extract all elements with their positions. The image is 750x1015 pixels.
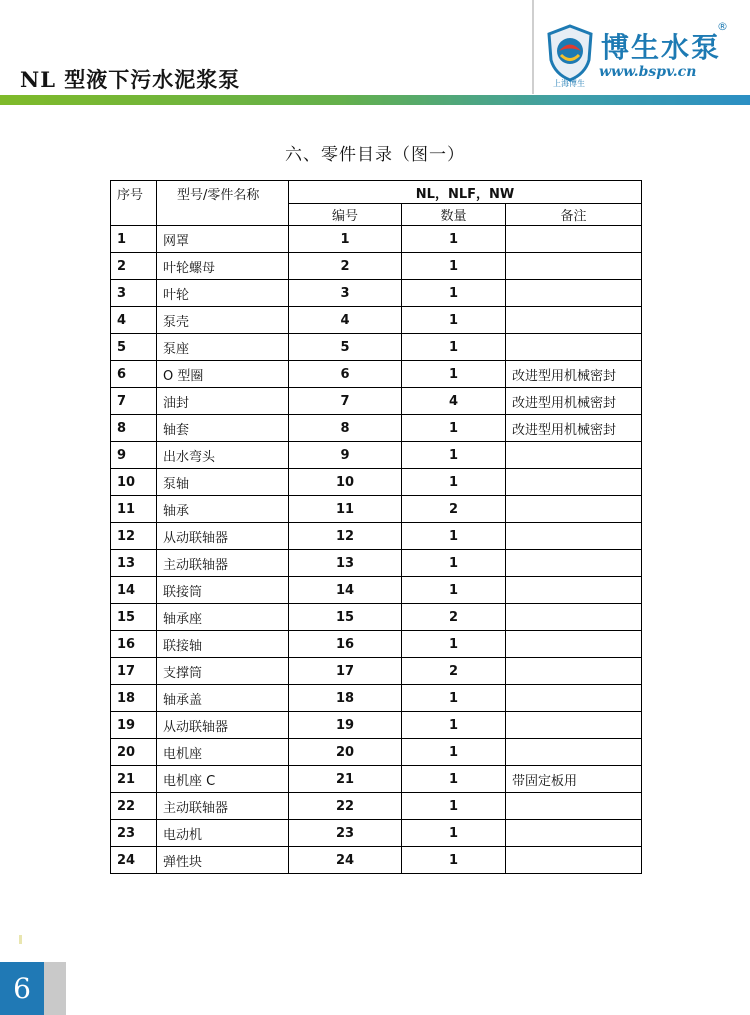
row-note bbox=[506, 442, 642, 469]
row-note bbox=[506, 307, 642, 334]
row-note bbox=[506, 523, 642, 550]
row-note bbox=[506, 496, 642, 523]
row-part-name: 弹性块 bbox=[157, 847, 289, 874]
registered-mark: ® bbox=[717, 20, 728, 33]
row-serial-number: 9 bbox=[111, 442, 157, 469]
row-part-name: 轴承盖 bbox=[157, 685, 289, 712]
row-serial-number: 17 bbox=[111, 658, 157, 685]
page-number-side-strip bbox=[44, 962, 66, 1015]
table-row bbox=[111, 415, 642, 442]
row-code: 21 bbox=[289, 766, 402, 793]
table-row bbox=[111, 280, 642, 307]
table-row bbox=[111, 496, 642, 523]
parts-table-body bbox=[111, 226, 642, 874]
row-part-name: 出水弯头 bbox=[157, 442, 289, 469]
row-serial-number: 1 bbox=[111, 226, 157, 253]
row-code: 6 bbox=[289, 361, 402, 388]
page-number: 6 bbox=[13, 972, 31, 1005]
table-row bbox=[111, 739, 642, 766]
header-model-group: NL，NLF，NW bbox=[289, 181, 642, 204]
header-color-band bbox=[0, 95, 750, 105]
row-part-name: 泵轴 bbox=[157, 469, 289, 496]
table-row bbox=[111, 334, 642, 361]
row-serial-number: 16 bbox=[111, 631, 157, 658]
row-quantity: 1 bbox=[402, 253, 506, 280]
row-quantity: 1 bbox=[402, 415, 506, 442]
brand-sub-label: 上海博生 bbox=[553, 79, 585, 88]
row-code: 16 bbox=[289, 631, 402, 658]
document-title: NL 型液下污水泥浆泵 bbox=[20, 67, 241, 92]
row-serial-number: 10 bbox=[111, 469, 157, 496]
row-quantity: 1 bbox=[402, 226, 506, 253]
table-row bbox=[111, 442, 642, 469]
row-note: 改进型用机械密封 bbox=[506, 361, 642, 388]
row-part-name: 泵壳 bbox=[157, 307, 289, 334]
row-code: 20 bbox=[289, 739, 402, 766]
row-note bbox=[506, 712, 642, 739]
row-serial-number: 13 bbox=[111, 550, 157, 577]
row-part-name: 从动联轴器 bbox=[157, 712, 289, 739]
row-quantity: 1 bbox=[402, 442, 506, 469]
row-serial-number: 14 bbox=[111, 577, 157, 604]
table-row bbox=[111, 685, 642, 712]
section-title: 六、零件目录（图一） bbox=[285, 145, 465, 165]
row-note bbox=[506, 280, 642, 307]
row-serial-number: 20 bbox=[111, 739, 157, 766]
print-speck bbox=[19, 935, 22, 944]
row-code: 11 bbox=[289, 496, 402, 523]
table-row bbox=[111, 793, 642, 820]
header-quantity: 数量 bbox=[402, 204, 506, 226]
row-serial-number: 11 bbox=[111, 496, 157, 523]
row-code: 5 bbox=[289, 334, 402, 361]
row-quantity: 1 bbox=[402, 361, 506, 388]
row-part-name: 支撑筒 bbox=[157, 658, 289, 685]
row-part-name: 从动联轴器 bbox=[157, 523, 289, 550]
table-row bbox=[111, 658, 642, 685]
row-serial-number: 6 bbox=[111, 361, 157, 388]
row-quantity: 1 bbox=[402, 820, 506, 847]
row-quantity: 2 bbox=[402, 658, 506, 685]
row-code: 22 bbox=[289, 793, 402, 820]
row-note bbox=[506, 334, 642, 361]
row-quantity: 1 bbox=[402, 307, 506, 334]
row-part-name: 主动联轴器 bbox=[157, 550, 289, 577]
row-quantity: 1 bbox=[402, 523, 506, 550]
row-part-name: 电机座 bbox=[157, 739, 289, 766]
row-note: 改进型用机械密封 bbox=[506, 388, 642, 415]
row-quantity: 1 bbox=[402, 847, 506, 874]
row-note bbox=[506, 253, 642, 280]
table-row bbox=[111, 253, 642, 280]
shield-logo-icon bbox=[545, 24, 595, 82]
row-serial-number: 8 bbox=[111, 415, 157, 442]
row-code: 24 bbox=[289, 847, 402, 874]
row-serial-number: 2 bbox=[111, 253, 157, 280]
brand-name: 博生水泵 bbox=[601, 31, 722, 64]
brand-url[interactable]: www.bspv.cn bbox=[599, 64, 697, 80]
table-row bbox=[111, 604, 642, 631]
table-row bbox=[111, 820, 642, 847]
parts-table bbox=[110, 180, 642, 874]
row-part-name: 联接轴 bbox=[157, 631, 289, 658]
row-code: 12 bbox=[289, 523, 402, 550]
row-serial-number: 5 bbox=[111, 334, 157, 361]
row-part-name: 电动机 bbox=[157, 820, 289, 847]
table-row bbox=[111, 523, 642, 550]
row-quantity: 1 bbox=[402, 712, 506, 739]
row-note bbox=[506, 820, 642, 847]
row-note bbox=[506, 631, 642, 658]
row-note bbox=[506, 577, 642, 604]
row-note bbox=[506, 793, 642, 820]
row-code: 23 bbox=[289, 820, 402, 847]
row-part-name: 轴套 bbox=[157, 415, 289, 442]
row-code: 18 bbox=[289, 685, 402, 712]
header-code: 编号 bbox=[289, 204, 402, 226]
row-quantity: 1 bbox=[402, 334, 506, 361]
row-note bbox=[506, 604, 642, 631]
row-part-name: 轴承座 bbox=[157, 604, 289, 631]
row-quantity: 1 bbox=[402, 577, 506, 604]
table-row bbox=[111, 550, 642, 577]
row-code: 15 bbox=[289, 604, 402, 631]
row-serial-number: 3 bbox=[111, 280, 157, 307]
table-header-row bbox=[111, 181, 642, 204]
row-serial-number: 24 bbox=[111, 847, 157, 874]
row-note bbox=[506, 847, 642, 874]
row-serial-number: 12 bbox=[111, 523, 157, 550]
row-part-name: 电机座 C bbox=[157, 766, 289, 793]
row-quantity: 2 bbox=[402, 604, 506, 631]
table-row bbox=[111, 631, 642, 658]
row-serial-number: 18 bbox=[111, 685, 157, 712]
row-serial-number: 22 bbox=[111, 793, 157, 820]
row-code: 14 bbox=[289, 577, 402, 604]
row-part-name: 油封 bbox=[157, 388, 289, 415]
table-row bbox=[111, 766, 642, 793]
table-row bbox=[111, 577, 642, 604]
table-row bbox=[111, 307, 642, 334]
table-row bbox=[111, 226, 642, 253]
row-code: 13 bbox=[289, 550, 402, 577]
row-quantity: 2 bbox=[402, 496, 506, 523]
row-serial-number: 15 bbox=[111, 604, 157, 631]
row-code: 19 bbox=[289, 712, 402, 739]
table-row bbox=[111, 469, 642, 496]
row-part-name: 网罩 bbox=[157, 226, 289, 253]
row-quantity: 1 bbox=[402, 631, 506, 658]
row-serial-number: 7 bbox=[111, 388, 157, 415]
row-note bbox=[506, 685, 642, 712]
row-code: 1 bbox=[289, 226, 402, 253]
row-quantity: 1 bbox=[402, 793, 506, 820]
row-part-name: 轴承 bbox=[157, 496, 289, 523]
row-serial-number: 19 bbox=[111, 712, 157, 739]
row-note bbox=[506, 658, 642, 685]
row-code: 7 bbox=[289, 388, 402, 415]
row-code: 8 bbox=[289, 415, 402, 442]
row-quantity: 1 bbox=[402, 685, 506, 712]
row-part-name: 泵座 bbox=[157, 334, 289, 361]
row-code: 10 bbox=[289, 469, 402, 496]
row-quantity: 1 bbox=[402, 280, 506, 307]
row-note: 改进型用机械密封 bbox=[506, 415, 642, 442]
row-code: 17 bbox=[289, 658, 402, 685]
row-quantity: 1 bbox=[402, 469, 506, 496]
row-note: 带固定板用 bbox=[506, 766, 642, 793]
row-part-name: 主动联轴器 bbox=[157, 793, 289, 820]
row-code: 4 bbox=[289, 307, 402, 334]
table-row bbox=[111, 712, 642, 739]
row-note bbox=[506, 739, 642, 766]
table-row bbox=[111, 361, 642, 388]
header-note: 备注 bbox=[506, 204, 642, 226]
row-part-name: O 型圈 bbox=[157, 361, 289, 388]
header-part-name: 型号/零件名称 bbox=[157, 181, 289, 226]
row-quantity: 4 bbox=[402, 388, 506, 415]
row-note bbox=[506, 469, 642, 496]
row-code: 2 bbox=[289, 253, 402, 280]
brand-logo bbox=[545, 22, 745, 92]
table-row bbox=[111, 847, 642, 874]
header-serial-number: 序号 bbox=[111, 181, 157, 226]
table-row bbox=[111, 388, 642, 415]
row-part-name: 叶轮螺母 bbox=[157, 253, 289, 280]
row-quantity: 1 bbox=[402, 766, 506, 793]
row-serial-number: 21 bbox=[111, 766, 157, 793]
row-part-name: 叶轮 bbox=[157, 280, 289, 307]
row-part-name: 联接筒 bbox=[157, 577, 289, 604]
row-serial-number: 4 bbox=[111, 307, 157, 334]
row-note bbox=[506, 550, 642, 577]
header-divider bbox=[532, 0, 534, 94]
row-quantity: 1 bbox=[402, 550, 506, 577]
row-note bbox=[506, 226, 642, 253]
row-serial-number: 23 bbox=[111, 820, 157, 847]
row-code: 3 bbox=[289, 280, 402, 307]
row-code: 9 bbox=[289, 442, 402, 469]
row-quantity: 1 bbox=[402, 739, 506, 766]
